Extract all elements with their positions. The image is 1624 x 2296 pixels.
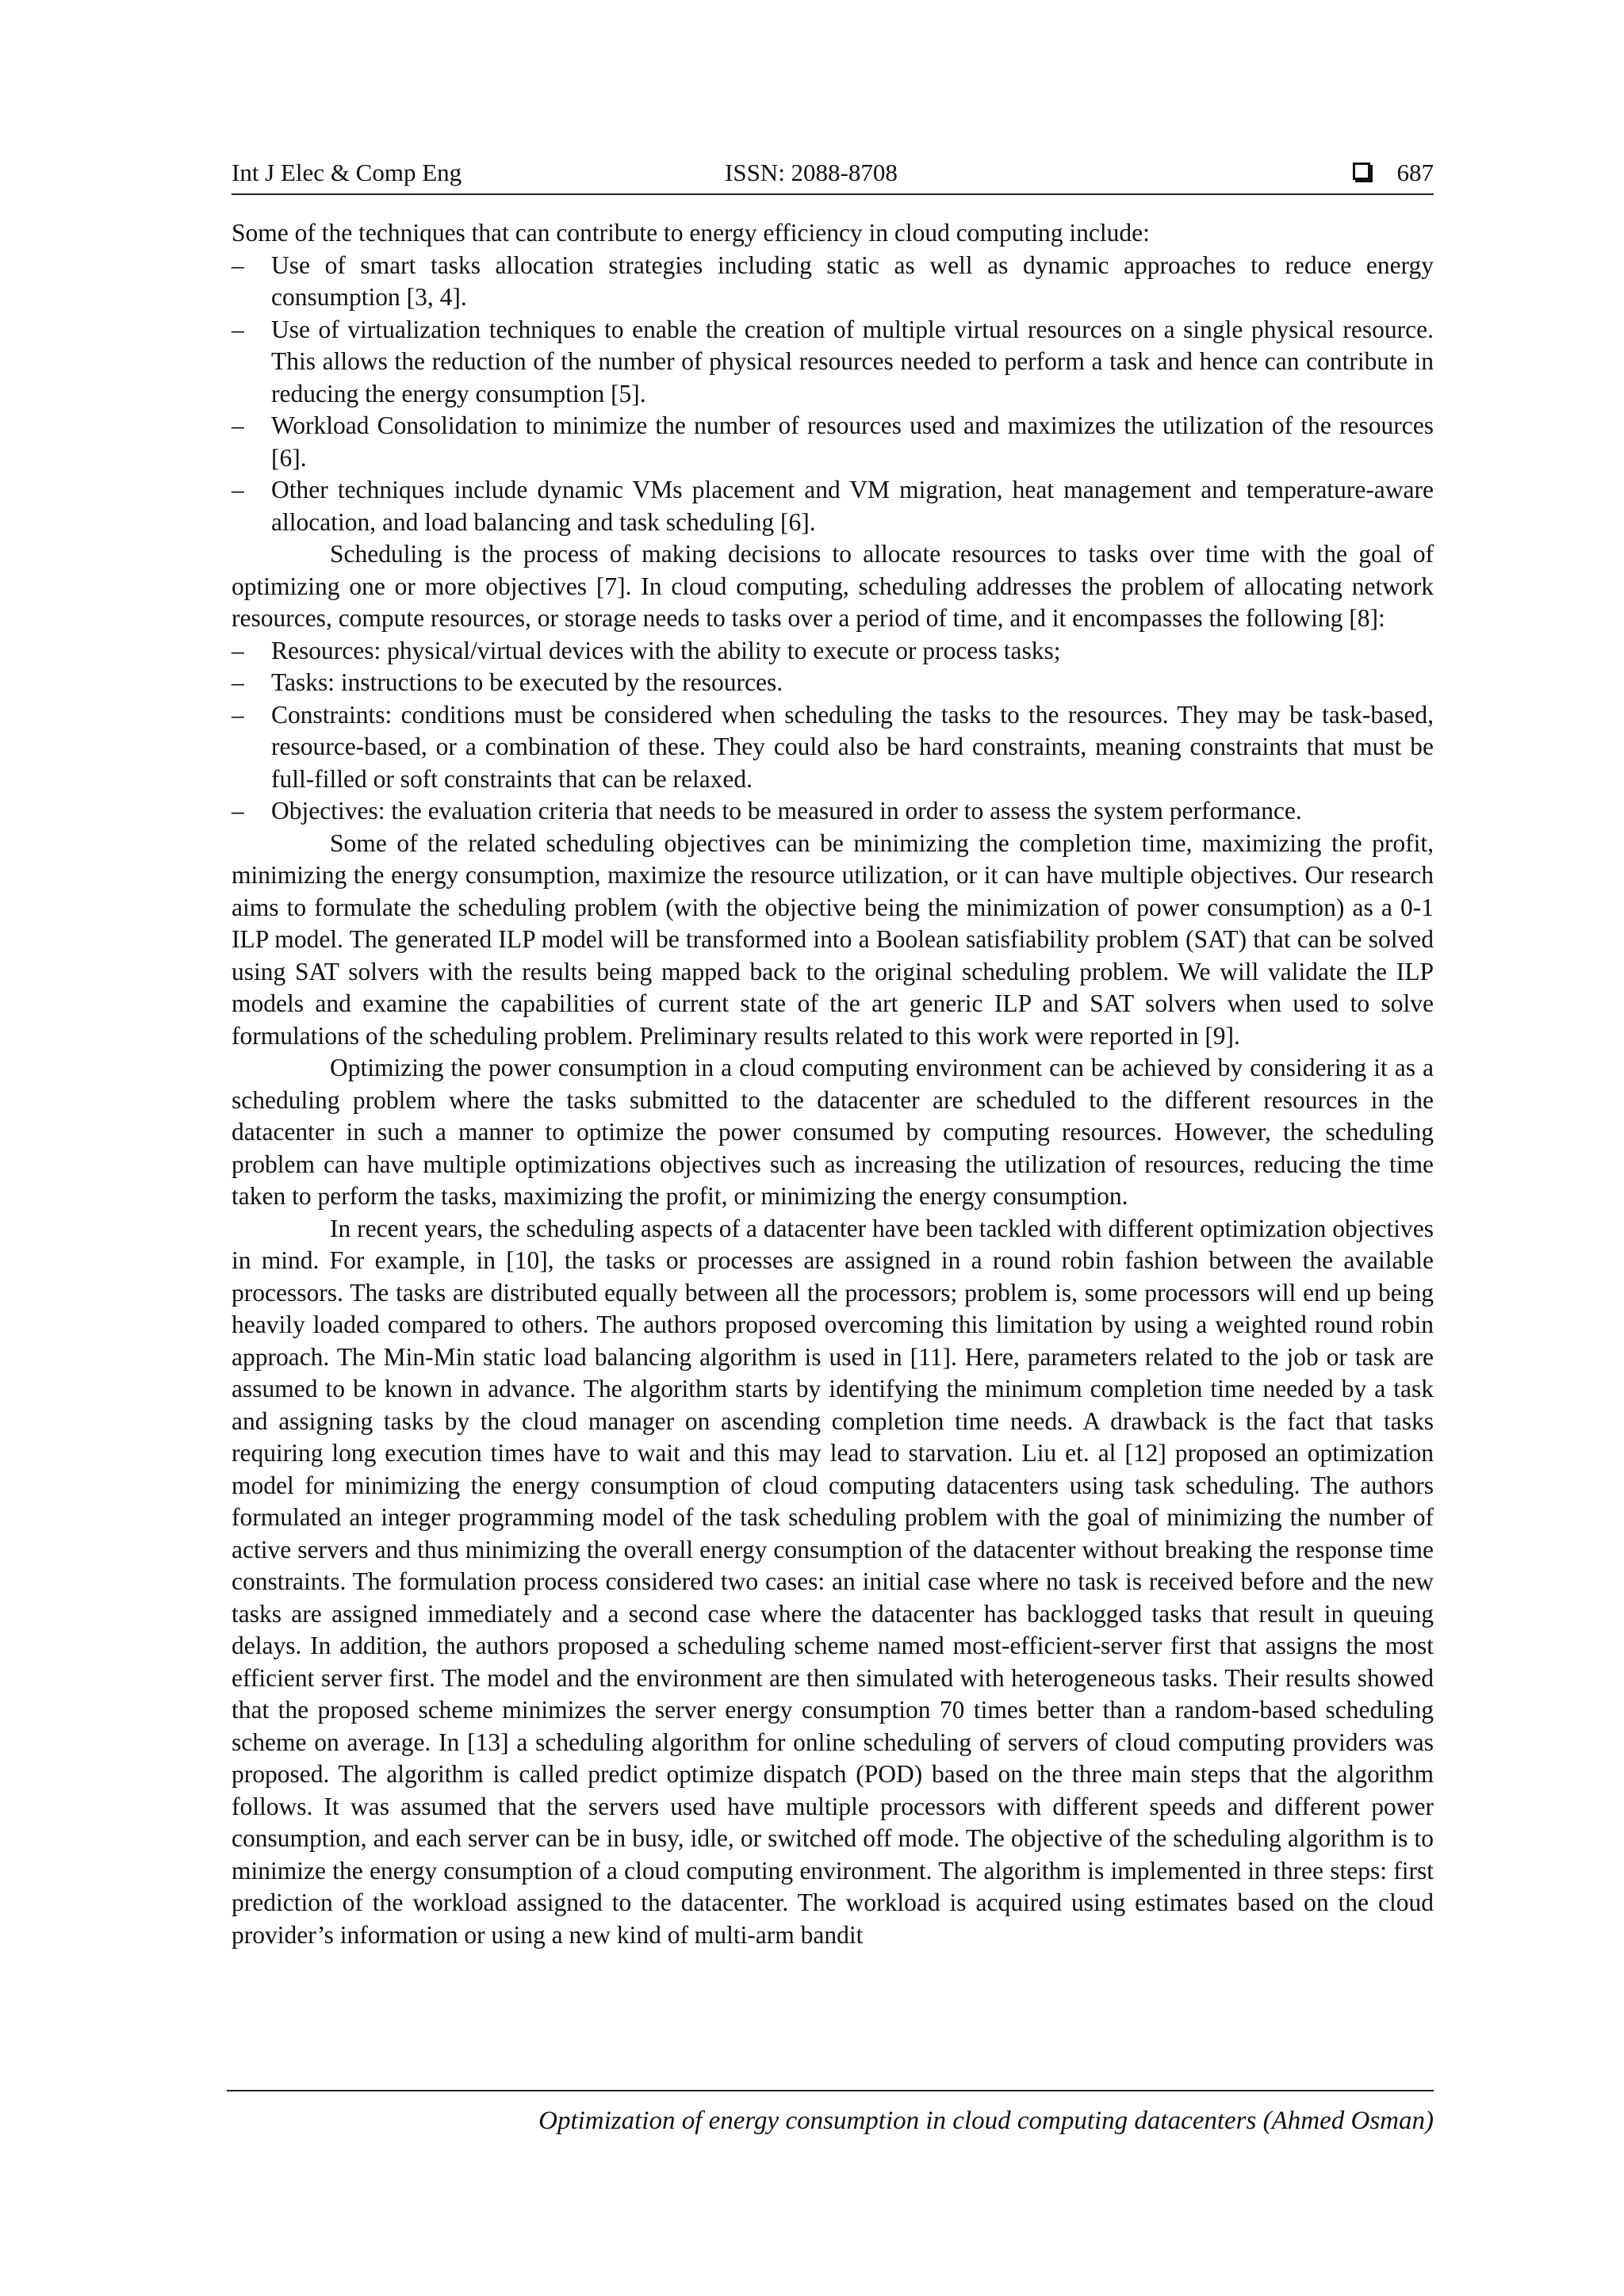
list-item: – Constraints: conditions must be considered when scheduling the tasks to the resources. They may be task-based, resource-based, or a combination of these. They could also be hard constraints, meaning constraints that must be full-filled or soft constraints that can be relaxed. bbox=[232, 700, 1434, 793]
page-header bbox=[232, 155, 1434, 195]
issn: ISSN: 2088-8708 bbox=[725, 159, 898, 186]
intro-paragraph: Some of the techniques that can contribute to energy efficiency in cloud computing include: bbox=[232, 219, 1150, 247]
list-item: – Resources: physical/virtual devices with the ability to execute or process tasks; bbox=[232, 636, 1061, 664]
list-item: – Objectives: the evaluation criteria that needs to be measured in order to assess the system performance. bbox=[232, 797, 1302, 825]
list-item: – Other techniques include dynamic VMs placement and VM migration, heat management and temperature-aware allocation, and load balancing and task scheduling [6]. bbox=[232, 476, 1434, 536]
list-item: – Workload Consolidation to minimize the number of resources used and maximizes the utilization of the resources [6]. bbox=[232, 411, 1434, 472]
list-item: – Use of smart tasks allocation strategies including static as well as dynamic approaches to reduce energy consumption [3, 4]. bbox=[232, 251, 1434, 311]
journal-name: Int J Elec & Comp Eng bbox=[232, 159, 462, 186]
list-item: – Tasks: instructions to be executed by the resources. bbox=[232, 668, 783, 696]
page-number: 687 bbox=[1396, 159, 1434, 186]
body-text bbox=[232, 217, 1434, 1951]
list-item: – Use of virtualization techniques to enable the creation of multiple virtual resources on a single physical resource. This allows the reduction of the number of physical resources needed to perform a task and hence can contribute in reducing the energy consumption [5]. bbox=[232, 315, 1434, 408]
optimizing-paragraph: Optimizing the power consumption in a cloud computing environment can be achieved by considering it as a scheduling problem where the tasks submitted to the datacenter are scheduled to the different resources in the datacenter in such a manner to optimize the power consumed by computing resources. However, the scheduling problem can have multiple optimizations objectives such as increasing the utilization of resources, reducing the time taken to perform the tasks, maximizing the profit, or minimizing the energy consumption. bbox=[232, 1054, 1434, 1210]
square-bullet-icon bbox=[1353, 163, 1370, 180]
scheduling-list bbox=[232, 635, 1434, 828]
objectives-paragraph: Some of the related scheduling objectives can be minimizing the completion time, maximizing the profit, minimizing the energy consumption, maximize the resource utilization, or it can have multiple objectives. Our research aims to formulate the scheduling problem (with the objective being the minimization of power consumption) as a 0-1 ILP model. The generated ILP model will be transformed into a Boolean satisfiability problem (SAT) that can be solved using SAT solvers with the results being mapped back to the original scheduling problem. We will validate the ILP models and examine the capabilities of current state of the art generic ILP and SAT solvers when used to solve formulations of the scheduling problem. Preliminary results related to this work were reported in [9]. bbox=[232, 828, 1434, 1050]
footer-rule bbox=[227, 2090, 1434, 2091]
techniques-list bbox=[232, 250, 1434, 539]
recent-work-paragraph: In recent years, the scheduling aspects of a datacenter have been tackled with different optimization objectives in mind. For example, in [10], the tasks or processes are assigned in a round robin fashion between the available processors. The tasks are distributed equally between all the processors; problem is, some processors will end up being heavily loaded compared to others. The authors proposed overcoming this limitation by using a weighted round robin approach. The Min-Min static load balancing algorithm is used in [11]. Here, parameters related to the job or task are assumed to be known in advance. The algorithm starts by identifying the minimum completion time needed by a task and assigning tasks by the cloud manager on ascending completion time needs. A drawback is the fact that tasks requiring long execution times have to wait and this may lead to starvation. Liu et. al [12] proposed an optimization model for minimizing the energy consumption of cloud computing datacenters using task scheduling. The authors formulated an integer programming model of the task scheduling problem with the goal of minimizing the number of active servers and thus minimizing the overall energy consumption of the datacenter without breaking the response time constraints. The formulation process considered two cases: an initial case where no task is received before and the new tasks are assigned immediately and a second case where the datacenter has backlogged tasks that result in queuing delays. In addition, the authors proposed a scheduling scheme named most-efficient-server first that assigns the most efficient server first. The model and the environment are then simulated with heterogeneous tasks. Their results showed that the proposed scheme minimizes the server energy consumption 70 times better than a random-based scheduling scheme on average. In [13] a scheduling algorithm for online scheduling of servers of cloud computing providers was proposed. The algorithm is called predict optimize dispatch (POD) based on the three main steps that the algorithm follows. It was assumed that the servers used have multiple processors with different speeds and different power consumption, and each server can be in busy, idle, or switched off mode. The objective of the scheduling algorithm is to minimize the energy consumption of a cloud computing environment. The algorithm is implemented in three steps: first prediction of the workload assigned to the datacenter. The workload is acquired using estimates based on the cloud provider’s information or using a new kind of multi-arm bandit bbox=[232, 1214, 1434, 1949]
scheduling-paragraph: Scheduling is the process of making decisions to allocate resources to tasks over time with the goal of optimizing one or more objectives [7]. In cloud computing, scheduling addresses the problem of allocating network resources, compute resources, or storage needs to tasks over a period of time, and it encompasses the following [8]: bbox=[232, 540, 1434, 632]
running-footer: Optimization of energy consumption in cloud computing datacenters (Ahmed Osman) bbox=[538, 2107, 1434, 2135]
